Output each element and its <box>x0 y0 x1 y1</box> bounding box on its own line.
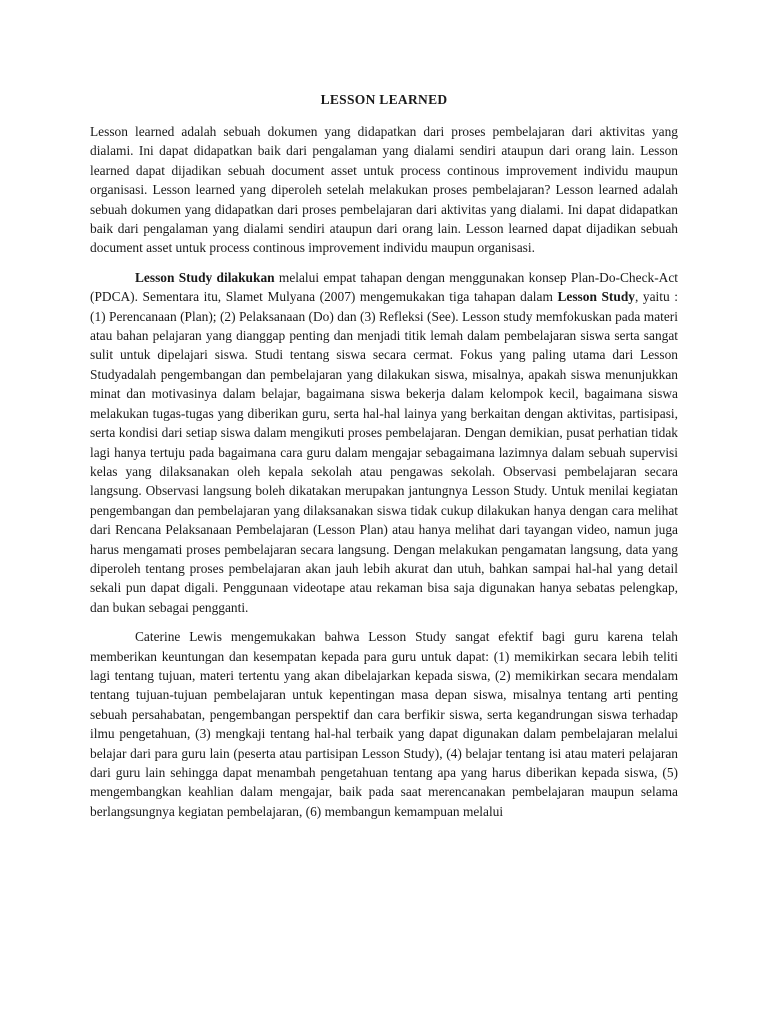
paragraph-lesson-learned: Lesson learned adalah sebuah dokumen yang didapatkan dari proses pembelajaran dari aktivitas yang dialami. Ini dapat didapatkan baik dari pengalaman yang dialami sendiri ataupun dari orang lain. Lesson learned dapat dijadikan sebuah document asset untuk process continous improvement individu maupun organisasi. Lesson learned yang diperoleh setelah melakukan proses pembelajaran? Lesson learned adalah sebuah dokumen yang didapatkan dari proses pembelajaran dari aktivitas yang dialami. Ini dapat didapatkan baik dari pengalaman yang dialami sendiri ataupun dari orang lain. Lesson learned dapat dijadikan sebuah document asset untuk process continous improvement individu maupun organisasi. <box>90 124 678 256</box>
bold-mid-text: Lesson Study <box>557 289 635 305</box>
paragraph-caterine-lewis: Caterine Lewis mengemukakan bahwa Lesson Study sangat efektif bagi guru karena telah memberikan keuntungan dan kesempatan kepada para guru untuk dapat: (1) memikirkan secara lebih teliti lagi tentang tujuan, materi tertentu yang akan dibelajarkan kepada siswa, (2) memikirkan secara mendalam tentang tujuan-tujuan pembelajaran untuk kepentingan masa depan siswa, misalnya tentang arti penting sebuah persahabatan, pengembangan perspektif dan cara berfikir siswa, serta kegandrungan siswa terhadap ilmu pengetahuan, (3) mengkaji tentang hal-hal terbaik yang dapat digunakan dalam pembelajaran melalui belajar dari para guru lain (peserta atau partisipan Lesson Study), (4) belajar tentang isi atau materi pelajaran dari guru lain sehingga dapat menambah pengetahuan tentang apa yang harus diberikan kepada siswa, (5) mengembangkan keahlian dalam mengajar, baik pada saat merencanakan pembelajaran maupun selama berlangsungnya kegiatan pembelajaran, (6) membangun kemampuan melalui <box>90 629 678 819</box>
document-page <box>90 92 678 831</box>
paragraph-lesson-study <box>90 268 678 617</box>
document-title: LESSON LEARNED <box>320 92 448 107</box>
paragraph-text-b: , yaitu : (1) Perencanaan (Plan); (2) Pelaksanaan (Do) dan (3) Refleksi (See). Lesson study memfokuskan pada materi atau bahan pelajaran yang dianggap penting dan menjadi titik lemah dalam pembelajaran siswa serta sangat sulit untuk dipelajari siswa. Studi tentang siswa secara cermat. Fokus yang paling utama dari Lesson Studyadalah pengembangan dan pembelajaran yang dilakukan siswa, misalnya, apakah siswa menunjukkan minat dan motivasinya dalam belajar, bagaimana siswa bekerja dalam kelompok kecil, bagaimana siswa melakukan tugas-tugas yang diberikan guru, serta hal-hal lainya yang berkaitan dengan aktivitas, partisipasi, serta kondisi dari setiap siswa dalam mengikuti proses pembelajaran. Dengan demikian, pusat perhatian tidak lagi hanya tertuju pada bagaimana cara guru dalam mengajar sebagaimana lazimnya dalam sebuah supervisi kelas yang dilaksanakan oleh kepala sekolah atau pengawas sekolah. Observasi pembelajaran secara langsung. Observasi langsung boleh dikatakan merupakan jantungnya Lesson Study. Untuk menilai kegiatan pengembangan dan pembelajaran yang dilaksanakan siswa tidak cukup dilakukan hanya dengan cara melihat dari Rencana Pelaksanaan Pembelajaran (Lesson Plan) atau hanya melihat dari tayangan video, namun juga harus mengamati proses pembelajaran secara langsung. Dengan melakukan pengamatan langsung, data yang diperoleh tentang proses pembelajaran akan jauh lebih akurat dan utuh, bahkan sampai hal-hal yang detail sekali pun dapat digali. Penggunaan videotape atau rekaman bisa saja digunakan hanya sebatas pelengkap, dan bukan sebagai pengganti. <box>90 289 678 615</box>
bold-lead-text: Lesson Study dilakukan <box>135 269 275 285</box>
paragraph-text-a: melalui empat tahapan dengan menggunakan konsep Plan-Do-Check-Act (PDCA). Sementara itu, Slamet Mulyana (2007) mengemukakan tiga tahapan dalam <box>90 269 679 305</box>
